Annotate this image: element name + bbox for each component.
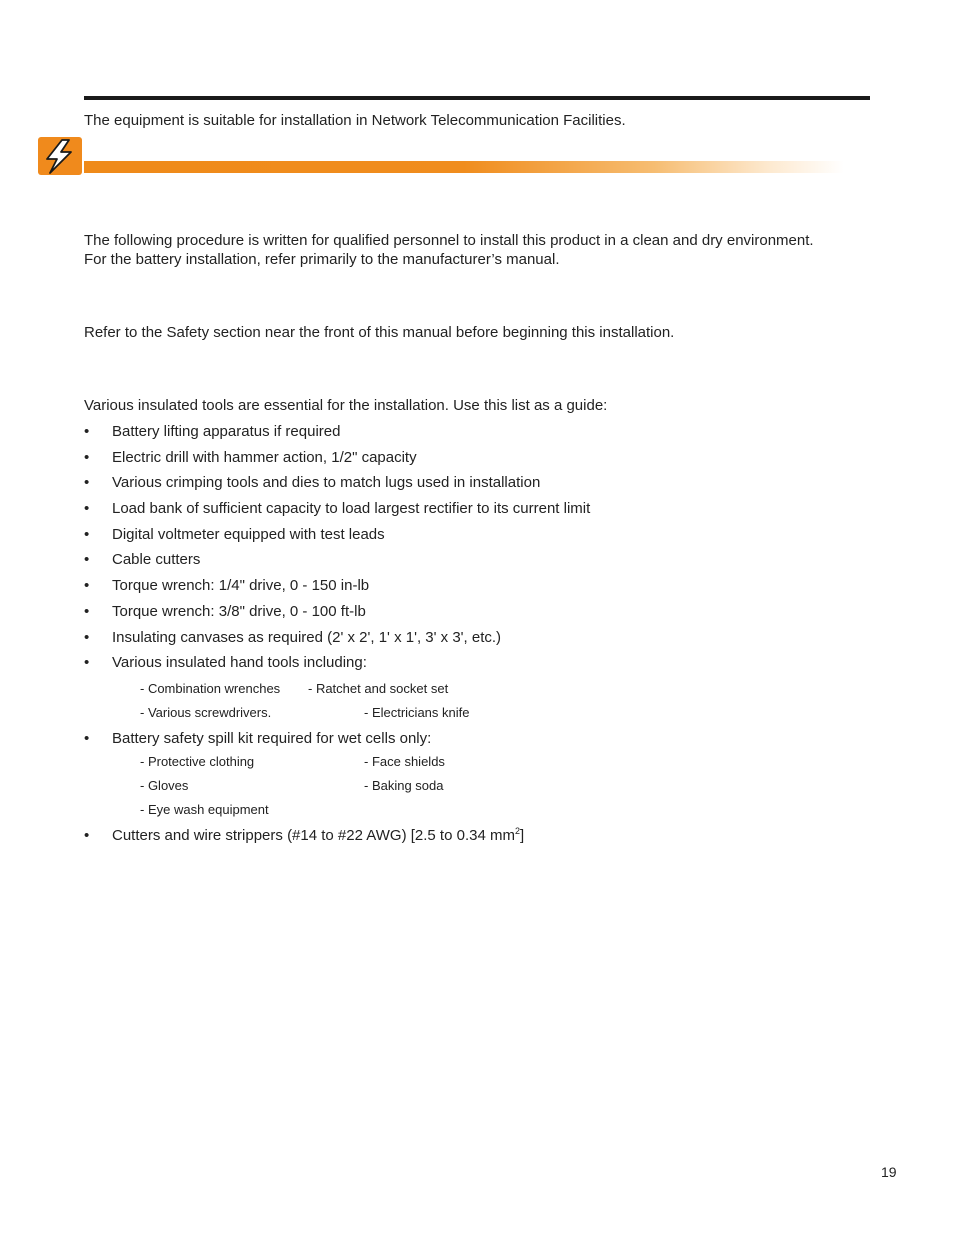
list-item-text: Torque wrench: 3/8" drive, 0 - 100 ft-lb (112, 603, 366, 620)
bullet-symbol: • (84, 577, 90, 594)
section-header-bar (84, 161, 844, 173)
list-item-text: Various insulated hand tools including: (112, 654, 367, 671)
list-item-text: Cable cutters (112, 551, 201, 568)
list-item-text (112, 826, 524, 845)
superscript: 2 (514, 826, 520, 836)
safety-reference-text: Refer to the Safety section near the front of this manual before beginning this installation. (84, 324, 675, 341)
sub-item: - Eye wash equipment (140, 802, 269, 817)
procedure-text-line-1: The following procedure is written for qualified personnel to install this product in a clean and dry environment. (84, 232, 814, 249)
list-item-text: Torque wrench: 1/4" drive, 0 - 150 in-lb (112, 577, 370, 594)
procedure-text-line-2: For the battery installation, refer primarily to the manufacturer’s manual. (84, 251, 560, 268)
bullet-symbol: • (84, 474, 90, 491)
bullet-symbol: • (84, 551, 90, 568)
sub-item: - Electricians knife (364, 705, 470, 720)
bullet-symbol: • (84, 449, 90, 466)
list-item-text: Battery safety spill kit required for wet cells only: (112, 730, 432, 747)
bullet-symbol: • (84, 603, 90, 620)
bullet-symbol: • (84, 654, 90, 671)
list-item-text: Insulating canvases as required (2' x 2', 1' x 1', 3' x 3', etc.) (112, 629, 502, 646)
bullet-symbol: • (84, 526, 90, 543)
list-item-text: Battery lifting apparatus if required (112, 423, 341, 440)
bullet-symbol: • (84, 730, 90, 747)
sub-item: - Ratchet and socket set (308, 681, 449, 696)
list-item-text-suffix: ] (519, 827, 525, 844)
bullet-symbol: • (84, 423, 90, 440)
list-item-text: Electric drill with hammer action, 1/2" capacity (112, 449, 417, 466)
top-rule (84, 96, 870, 100)
sub-item: - Baking soda (364, 778, 444, 793)
tools-intro-text: Various insulated tools are essential for the installation. Use this list as a guide: (84, 397, 608, 414)
sub-item: - Protective clothing (140, 754, 255, 769)
list-item-text: Digital voltmeter equipped with test leads (112, 526, 385, 543)
bullet-symbol: • (84, 629, 90, 646)
list-item-text: Various crimping tools and dies to match lugs used in installation (112, 474, 541, 491)
page-number: 19 (881, 1164, 897, 1180)
sub-item: - Combination wrenches (140, 681, 281, 696)
intro-text: The equipment is suitable for installation in Network Telecommunication Facilities. (84, 112, 626, 129)
bullet-symbol: • (84, 827, 90, 844)
sub-item: - Gloves (140, 778, 189, 793)
lightning-bolt-icon (38, 137, 82, 175)
bullet-symbol: • (84, 500, 90, 517)
list-item-text: Load bank of sufficient capacity to load largest rectifier to its current limit (112, 500, 591, 517)
sub-item: - Face shields (364, 754, 445, 769)
sub-item: - Various screwdrivers. (140, 705, 272, 720)
list-item-text-main: Cutters and wire strippers (#14 to #22 AWG) [2.5 to 0.34 mm (112, 827, 515, 844)
